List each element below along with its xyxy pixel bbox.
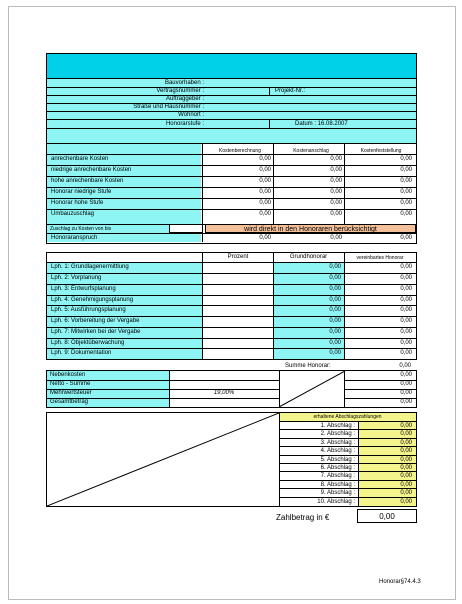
cost-row-value: 0,00 (259, 189, 271, 195)
cost-row-value: 0,00 (330, 189, 342, 195)
abschlag-value-input[interactable]: 0,00 (359, 422, 416, 430)
abschlag-value-input[interactable]: 0,00 (359, 464, 416, 472)
phase-label: Lph. 6: Vorbereitung der Vergabe (51, 318, 140, 324)
phase-label: Lph. 7: Mitwirken bei der Vergabe (51, 329, 141, 335)
phase-vereinbart: 0,00 (400, 350, 412, 356)
extra-label: Gesamtbetrag (50, 399, 89, 405)
cost-row-value: 0,00 (330, 167, 342, 173)
phase-prozent-input[interactable] (203, 327, 273, 337)
col-kostenanschlag: Kostenanschlag (293, 148, 329, 154)
phase-vereinbart: 0,00 (400, 340, 412, 346)
extra-label: Netto - Summe (50, 381, 91, 387)
abschlag-value-input[interactable]: 0,00 (359, 430, 416, 438)
extra-label: Mehrwertsteuer (50, 390, 92, 396)
extra-value: 0,00 (400, 381, 412, 387)
abschlag-value-input[interactable]: 0,00 (359, 439, 416, 447)
honoraranspruch-label: Honoraranspruch (51, 235, 98, 241)
abschlag-value-input[interactable]: 0,00 (359, 481, 416, 489)
abschlag-label: 7. Abschlag : (320, 473, 355, 480)
header-block (46, 79, 417, 144)
cost-row-value: 0,00 (330, 156, 342, 162)
cost-row-label: Honorar hohe Stufe (51, 200, 104, 206)
phase-vereinbart: 0,00 (400, 275, 412, 281)
phase-vereinbart: 0,00 (400, 329, 412, 335)
cost-row-value: 0,00 (400, 189, 412, 195)
document-page (8, 6, 456, 600)
extra-value: 0,00 (400, 399, 412, 405)
cost-row-value: 0,00 (259, 200, 271, 206)
abschlag-label: 2. Abschlag : (320, 431, 355, 438)
bauvorhaben-label: Bauvorhaben : (164, 80, 204, 86)
projekt-nr-label: Projekt-Nr.: (275, 88, 306, 94)
phase-vereinbart: 0,00 (400, 286, 412, 292)
phase-grundhonorar: 0,00 (329, 286, 341, 292)
phase-prozent-input[interactable] (203, 316, 273, 326)
cost-row-label: Honorar niedrige Stufe (51, 189, 112, 195)
phase-prozent-input[interactable] (203, 284, 273, 294)
summe-honorar-label: Summe Honorar: (285, 363, 331, 369)
col-kostenfeststellung: Kostenfeststellung (360, 148, 402, 154)
datum-label: Datum : 16.08.2007 (295, 121, 348, 127)
honorarstufe-label: Honorarstufe : (165, 121, 204, 127)
abschlag-label: 8. Abschlag : (320, 481, 355, 488)
cost-row-value: 0,00 (259, 156, 271, 162)
phase-vereinbart: 0,00 (400, 307, 412, 313)
cost-row-value: 0,00 (259, 167, 271, 173)
auftraggeber-label: Auftraggeber : (165, 96, 204, 102)
cost-section (46, 144, 417, 244)
abschlag-label: 5. Abschlag : (320, 456, 355, 463)
cost-row-label: hohe anrechenbare Kosten (51, 178, 124, 184)
zahlbetrag-value: 0,00 (357, 509, 417, 523)
cost-row-label: niedrige anrechenbare Kosten (51, 167, 132, 173)
zuschlag-notice: wird direkt in den Honoraren berücksichtigt (205, 224, 416, 233)
phase-grundhonorar: 0,00 (329, 350, 341, 356)
phase-label: Lph. 1: Grundlagenermittlung (51, 264, 129, 270)
phase-grundhonorar: 0,00 (329, 275, 341, 281)
abschlag-header: erhaltene Abschlagszahlungen (313, 414, 382, 420)
extra-value: 0,00 (400, 372, 412, 378)
abschlag-value-input[interactable]: 0,00 (359, 489, 416, 497)
honoraranspruch-value-3: 0,00 (400, 235, 412, 241)
cost-row-value: 0,00 (400, 200, 412, 206)
title-banner (46, 53, 417, 79)
vertragsnummer-label: Vertragsnummer : (156, 88, 204, 94)
cost-row-label: anrechenbare Kosten (51, 156, 109, 162)
extras-section (46, 370, 417, 408)
phase-grundhonorar: 0,00 (329, 307, 341, 313)
col-grundhonorar: Grundhonorar (289, 254, 328, 260)
extra-value: 0,00 (400, 390, 412, 396)
phase-prozent-input[interactable] (203, 262, 273, 272)
phase-grundhonorar: 0,00 (329, 340, 341, 346)
phase-label: Lph. 2: Vorplanung (51, 275, 102, 281)
phase-label: Lph. 3: Entwurfsplanung (51, 286, 116, 292)
abschlag-label: 3. Abschlag : (320, 439, 355, 446)
abschlag-label: 4. Abschlag : (320, 448, 355, 455)
phase-grundhonorar: 0,00 (329, 264, 341, 270)
cost-row-value: 0,00 (330, 178, 342, 184)
cost-row-value: 0,00 (400, 167, 412, 173)
cost-row-value: 0,00 (259, 178, 271, 184)
phase-grundhonorar: 0,00 (329, 318, 341, 324)
phase-prozent-input[interactable] (203, 338, 273, 348)
abschlag-label: 6. Abschlag : (320, 465, 355, 471)
zahlbetrag-label: Zahlbetrag in € (276, 513, 330, 522)
honoraranspruch-value-1: 0,00 (259, 235, 271, 241)
abschlag-value-input[interactable]: 0,00 (359, 472, 416, 480)
phase-prozent-input[interactable] (203, 305, 273, 315)
summe-honorar-value: 0,00 (399, 363, 411, 369)
strasse-label: Straße und Hausnummer : (133, 104, 204, 110)
col-kostenberechnung: Kostenberechnung (219, 148, 261, 154)
footer-reference: Honorar§74.4.3 (379, 579, 421, 585)
cost-row-value: 0,00 (400, 178, 412, 184)
phase-prozent-input[interactable] (203, 295, 273, 305)
cost-row-label: Umbauzuschlag (51, 211, 95, 217)
zuschlag-label: Zuschlag zu Kosten von bis (50, 226, 112, 232)
abschlag-value-input[interactable]: 0,00 (359, 447, 416, 455)
wohnort-label: Wohnort : (178, 112, 204, 118)
abschlag-value-input[interactable]: 0,00 (359, 498, 416, 506)
phase-label: Lph. 4: Genehmigungsplanung (51, 297, 134, 303)
empty-area-diagonal (47, 413, 279, 506)
extras-strike-diagonal (279, 371, 345, 407)
cost-row-value: 0,00 (330, 200, 342, 206)
abschlag-value-input[interactable]: 0,00 (359, 456, 416, 464)
cost-row-value: 0,00 (330, 211, 342, 217)
bottom-section (46, 412, 417, 507)
phase-grundhonorar: 0,00 (329, 297, 341, 303)
honoraranspruch-value-2: 0,00 (330, 235, 342, 241)
abschlag-label: 1. Abschlag : (320, 423, 355, 429)
phase-label: Lph. 8: Objektüberwachung (51, 340, 125, 346)
col-prozent: Prozent (227, 254, 249, 260)
phase-prozent-input[interactable] (203, 273, 273, 283)
zuschlag-input[interactable] (169, 224, 203, 233)
cost-row-value: 0,00 (400, 211, 412, 217)
phase-label: Lph. 5: Ausführungsplanung (51, 307, 126, 313)
cost-row-value: 0,00 (259, 211, 271, 217)
cost-row-value: 0,00 (400, 156, 412, 162)
abschlag-label: 9. Abschlag : (320, 490, 355, 497)
phases-section (46, 252, 417, 360)
phase-label: Lph. 9: Dokumentation (51, 350, 112, 356)
phase-vereinbart: 0,00 (400, 318, 412, 324)
extra-mid: 19,00% (213, 390, 235, 396)
phase-vereinbart: 0,00 (400, 264, 412, 270)
phase-prozent-input[interactable] (203, 348, 273, 358)
extra-label: Nebenkosten (50, 372, 86, 378)
col-vereinbart: vereinbartes Honorar (356, 255, 404, 261)
phase-vereinbart: 0,00 (400, 297, 412, 303)
abschlag-label: 10. Abschlag : (317, 498, 355, 505)
phase-grundhonorar: 0,00 (329, 329, 341, 335)
